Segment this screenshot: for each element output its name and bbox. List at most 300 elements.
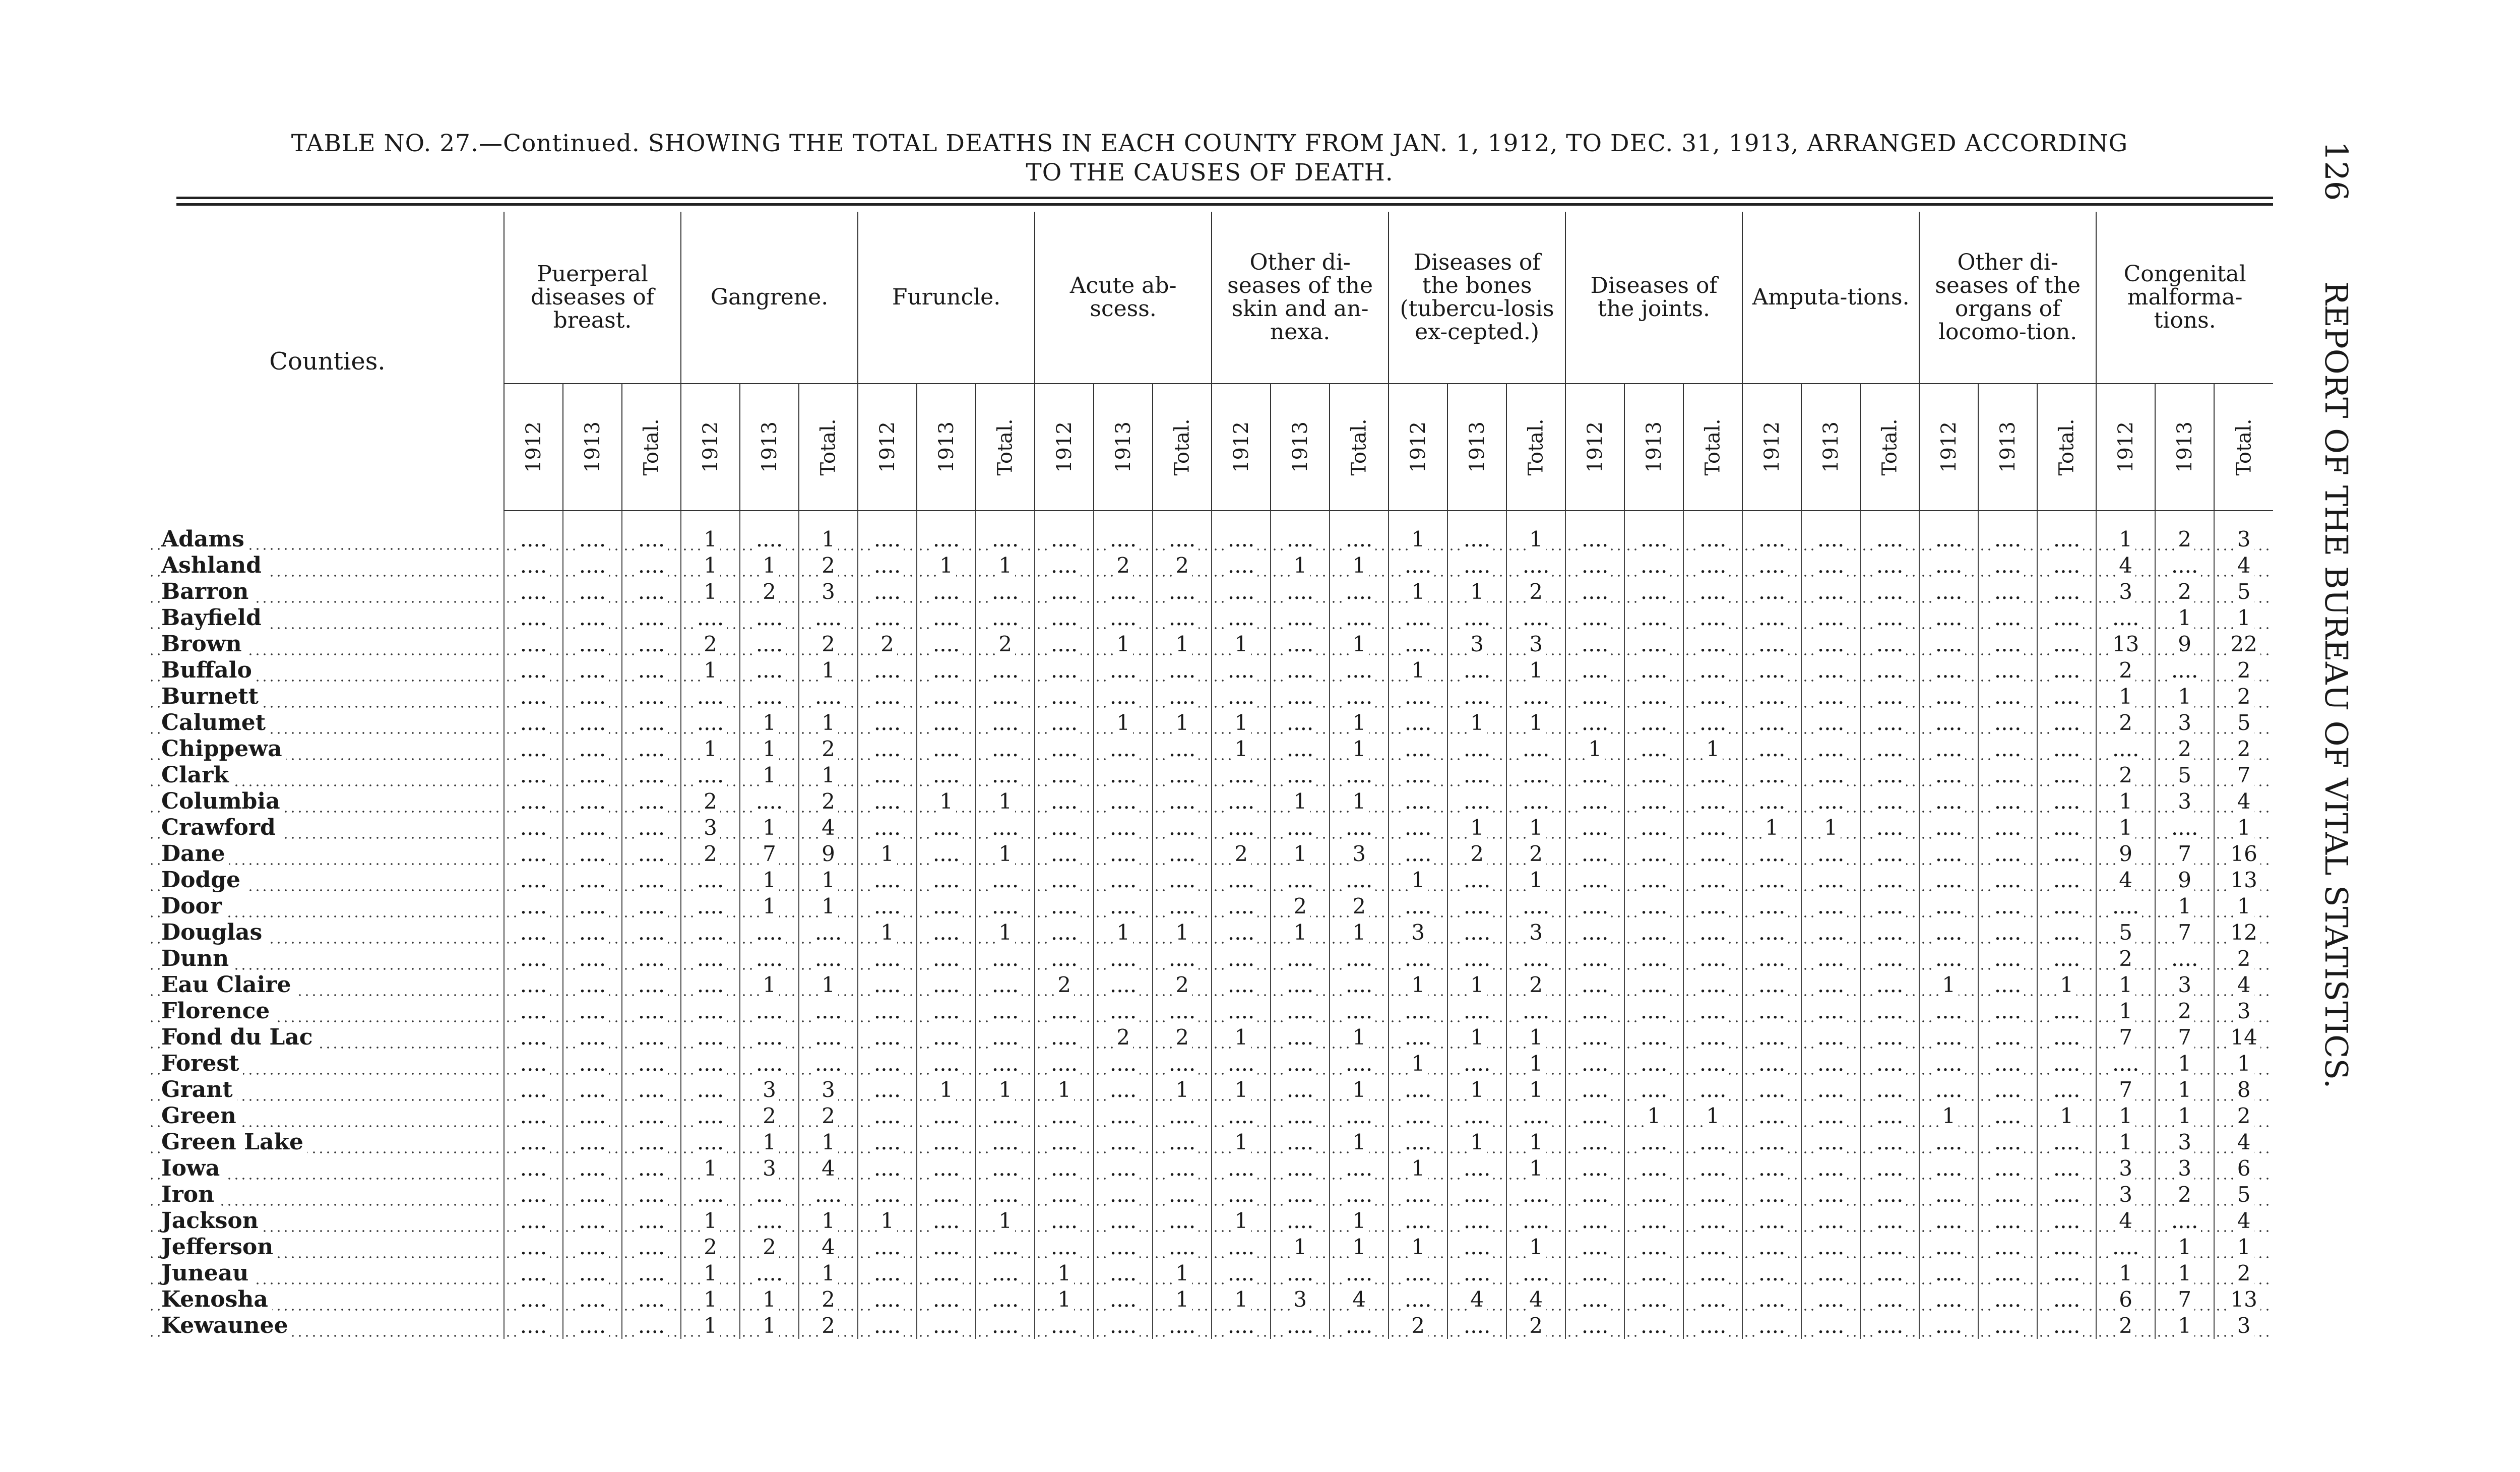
cell-value: .... xyxy=(1166,999,1199,1023)
cell-value: 1 xyxy=(2175,1313,2194,1338)
cell-value: .... xyxy=(1814,1261,1847,1285)
value-cell xyxy=(799,972,858,998)
cell-value: .... xyxy=(1402,946,1434,971)
cell-value: 4 xyxy=(818,1235,838,1259)
cell-value: .... xyxy=(517,1025,550,1050)
cell-value: .... xyxy=(1284,1261,1316,1285)
county-name: Barron xyxy=(161,579,253,604)
value-cell xyxy=(1447,1077,1506,1103)
value-cell xyxy=(1624,1024,1683,1051)
cell-value: .... xyxy=(1755,553,1788,578)
value-cell xyxy=(1742,1313,1801,1339)
value-cell xyxy=(917,1208,976,1234)
cell-value: .... xyxy=(635,553,668,578)
cell-value: .... xyxy=(1402,841,1434,866)
value-cell xyxy=(622,657,681,684)
value-cell xyxy=(2214,553,2273,579)
value-cell xyxy=(1978,605,2037,631)
cell-value: 7 xyxy=(2116,1077,2135,1102)
value-cell xyxy=(740,1182,799,1208)
cell-value: .... xyxy=(1107,1287,1140,1312)
value-cell xyxy=(1506,1208,1565,1234)
value-cell xyxy=(1153,605,1212,631)
value-cell xyxy=(2155,553,2214,579)
cell-value: .... xyxy=(1932,710,1965,735)
value-cell xyxy=(1330,1286,1389,1313)
value-cell xyxy=(1683,1260,1742,1286)
value-cell xyxy=(504,710,563,736)
cell-value: .... xyxy=(1166,1051,1199,1076)
cell-value: 1 xyxy=(760,894,779,918)
cell-value: .... xyxy=(1814,1156,1847,1181)
cell-value: .... xyxy=(1696,789,1729,814)
cell-value: .... xyxy=(930,605,963,630)
cell-value: 7 xyxy=(2175,1025,2194,1050)
cell-value: .... xyxy=(1932,841,1965,866)
cell-value: .... xyxy=(1166,1235,1199,1259)
cell-value: .... xyxy=(1873,1287,1906,1312)
value-cell xyxy=(858,1129,917,1155)
cell-value: 1 xyxy=(818,658,838,683)
cell-value: .... xyxy=(871,1313,904,1338)
cell-value: .... xyxy=(694,999,727,1023)
value-cell xyxy=(1919,946,1978,972)
cell-value: .... xyxy=(1814,684,1847,709)
value-cell xyxy=(563,919,622,946)
cell-value: .... xyxy=(2050,684,2083,709)
cell-value: .... xyxy=(1755,1313,1788,1338)
value-cell xyxy=(1271,762,1330,788)
cell-value: 4 xyxy=(2234,789,2254,814)
cell-value: .... xyxy=(1461,999,1493,1023)
value-cell xyxy=(563,893,622,919)
cell-value: .... xyxy=(930,1208,963,1233)
value-cell xyxy=(976,1260,1035,1286)
cell-value: .... xyxy=(694,894,727,918)
cell-value: 1 xyxy=(1349,1208,1369,1233)
value-cell xyxy=(1624,815,1683,841)
county-name: Kenosha xyxy=(161,1286,272,1312)
value-cell xyxy=(622,1313,681,1339)
value-cell xyxy=(1683,788,1742,815)
value-cell xyxy=(622,710,681,736)
cell-value: .... xyxy=(1637,553,1670,578)
cell-value: 1 xyxy=(2175,1261,2194,1285)
value-cell xyxy=(1801,841,1860,867)
cell-value: .... xyxy=(1225,894,1257,918)
value-cell xyxy=(1978,657,2037,684)
cell-value: .... xyxy=(1343,763,1375,787)
cell-value: .... xyxy=(1520,737,1552,761)
value-cell xyxy=(1271,1129,1330,1155)
value-cell xyxy=(1035,762,1094,788)
cell-value: .... xyxy=(1402,999,1434,1023)
year-label: 1912 xyxy=(699,421,722,473)
cell-value: .... xyxy=(576,1130,609,1154)
cell-value: .... xyxy=(1696,1287,1729,1312)
cell-value: 1 xyxy=(1349,1025,1369,1050)
value-cell xyxy=(2155,1182,2214,1208)
cell-value: .... xyxy=(1873,605,1906,630)
cell-value: .... xyxy=(635,1025,668,1050)
cell-value: .... xyxy=(1755,658,1788,683)
value-cell xyxy=(1624,867,1683,893)
value-cell xyxy=(858,579,917,605)
value-cell xyxy=(563,657,622,684)
value-cell xyxy=(1801,511,1860,553)
cell-value: .... xyxy=(1696,815,1729,840)
value-cell xyxy=(1035,867,1094,893)
value-cell xyxy=(1624,1051,1683,1077)
cell-value: .... xyxy=(1343,1261,1375,1285)
cell-value: .... xyxy=(1107,527,1140,551)
cell-value: 1 xyxy=(818,710,838,735)
cell-value: .... xyxy=(1402,1103,1434,1128)
value-cell xyxy=(917,815,976,841)
value-cell xyxy=(1506,1129,1565,1155)
cell-value: .... xyxy=(812,684,845,709)
value-cell xyxy=(2096,657,2155,684)
county-name: Douglas xyxy=(161,919,266,945)
cell-value: .... xyxy=(1932,920,1965,945)
value-cell xyxy=(1153,972,1212,998)
cell-value: .... xyxy=(1166,1208,1199,1233)
value-cell xyxy=(1919,919,1978,946)
cell-value: .... xyxy=(1991,710,2024,735)
cell-value: 4 xyxy=(818,815,838,840)
cell-value: 1 xyxy=(1703,737,1723,761)
cell-value: .... xyxy=(635,710,668,735)
value-cell xyxy=(1860,1155,1919,1182)
value-cell xyxy=(976,511,1035,553)
cell-value: .... xyxy=(1579,1077,1611,1102)
county-name: Green Lake xyxy=(161,1129,307,1155)
county-name: Juneau xyxy=(161,1260,253,1286)
value-cell xyxy=(1683,736,1742,762)
cell-value: 1 xyxy=(1467,1025,1487,1050)
cell-value: .... xyxy=(1225,684,1257,709)
value-cell xyxy=(1506,710,1565,736)
value-cell xyxy=(504,1286,563,1313)
cell-value: .... xyxy=(871,868,904,892)
value-cell xyxy=(858,919,917,946)
county-name: Ashland xyxy=(161,553,266,578)
table-row xyxy=(151,1103,2273,1129)
cell-value: 1 xyxy=(2116,999,2135,1023)
cell-value: .... xyxy=(635,658,668,683)
cell-value: 1 xyxy=(936,1077,956,1102)
cell-value: .... xyxy=(1932,946,1965,971)
cell-value: .... xyxy=(1696,1208,1729,1233)
value-cell xyxy=(1860,657,1919,684)
cell-value: .... xyxy=(871,1287,904,1312)
cell-value: .... xyxy=(989,658,1022,683)
cell-value: 1 xyxy=(1467,1077,1487,1102)
value-cell xyxy=(858,1313,917,1339)
value-cell xyxy=(1212,579,1271,605)
value-cell xyxy=(1683,972,1742,998)
cell-value: 2 xyxy=(2116,710,2135,735)
value-cell xyxy=(1094,841,1153,867)
cell-value: .... xyxy=(753,1051,786,1076)
table-row xyxy=(151,815,2273,841)
cell-value: .... xyxy=(1107,1156,1140,1181)
cell-value: 1 xyxy=(1349,1077,1369,1102)
value-cell xyxy=(1271,1260,1330,1286)
cell-value: .... xyxy=(1696,658,1729,683)
value-cell xyxy=(1565,1313,1624,1339)
value-cell xyxy=(1978,631,2037,657)
value-cell xyxy=(1271,684,1330,710)
cell-value: .... xyxy=(576,1235,609,1259)
cell-value: .... xyxy=(2109,894,2142,918)
cell-value: 2 xyxy=(1526,841,1546,866)
cell-value: .... xyxy=(1166,527,1199,551)
cell-value: 3 xyxy=(1467,632,1487,656)
cell-value: 2 xyxy=(2234,737,2254,761)
value-cell xyxy=(1212,1260,1271,1286)
cell-value: .... xyxy=(1814,894,1847,918)
value-cell xyxy=(917,553,976,579)
cell-value: 2 xyxy=(818,632,838,656)
cell-value: .... xyxy=(1048,658,1081,683)
value-cell xyxy=(504,1129,563,1155)
value-cell xyxy=(504,1024,563,1051)
value-cell xyxy=(1860,1260,1919,1286)
cell-value: .... xyxy=(517,1051,550,1076)
value-cell xyxy=(1860,946,1919,972)
value-cell xyxy=(504,1313,563,1339)
value-cell xyxy=(858,1260,917,1286)
cell-value: .... xyxy=(1637,1208,1670,1233)
cell-value: .... xyxy=(812,920,845,945)
value-cell xyxy=(1212,841,1271,867)
value-cell xyxy=(917,1024,976,1051)
cell-value: 1 xyxy=(2057,1103,2076,1128)
cell-value: 1 xyxy=(1467,972,1487,997)
value-cell xyxy=(1860,1077,1919,1103)
value-cell xyxy=(1801,867,1860,893)
cell-value: .... xyxy=(1991,972,2024,997)
cell-value: .... xyxy=(871,1077,904,1102)
value-cell xyxy=(1624,946,1683,972)
value-cell xyxy=(1447,1024,1506,1051)
cell-value: 1 xyxy=(1467,1130,1487,1154)
cell-value: .... xyxy=(1402,710,1434,735)
value-cell xyxy=(504,1182,563,1208)
value-cell xyxy=(1389,972,1447,998)
cell-value: .... xyxy=(989,894,1022,918)
value-cell xyxy=(2037,631,2096,657)
value-cell xyxy=(1683,1077,1742,1103)
value-cell xyxy=(1212,762,1271,788)
value-cell xyxy=(681,684,740,710)
value-cell xyxy=(976,605,1035,631)
cell-value: .... xyxy=(1579,841,1611,866)
cell-value: .... xyxy=(694,972,727,997)
value-cell xyxy=(2155,631,2214,657)
value-cell xyxy=(1919,762,1978,788)
cell-value: .... xyxy=(517,1313,550,1338)
cell-value: .... xyxy=(930,1235,963,1259)
value-cell xyxy=(2155,1051,2214,1077)
value-cell xyxy=(681,1024,740,1051)
cell-value: .... xyxy=(1637,1156,1670,1181)
cell-value: 1 xyxy=(1231,1130,1251,1154)
value-cell xyxy=(917,867,976,893)
cell-value: .... xyxy=(2109,1235,2142,1259)
cell-value: .... xyxy=(1814,710,1847,735)
cell-value: .... xyxy=(576,605,609,630)
value-cell xyxy=(1919,1286,1978,1313)
cell-value: .... xyxy=(1520,946,1552,971)
value-cell xyxy=(917,841,976,867)
value-cell xyxy=(1389,1024,1447,1051)
cell-value: 1 xyxy=(818,868,838,892)
value-cell xyxy=(1978,1286,2037,1313)
value-cell xyxy=(563,1182,622,1208)
value-cell xyxy=(976,736,1035,762)
value-cell xyxy=(1624,1155,1683,1182)
value-cell xyxy=(1624,657,1683,684)
cell-value: 5 xyxy=(2234,1182,2254,1207)
cell-value: .... xyxy=(930,1051,963,1076)
cell-value: .... xyxy=(871,737,904,761)
value-cell xyxy=(1506,511,1565,553)
value-cell xyxy=(1330,1024,1389,1051)
value-cell xyxy=(740,893,799,919)
double-rule xyxy=(176,197,2273,206)
value-cell xyxy=(1212,710,1271,736)
cell-value: .... xyxy=(635,1182,668,1207)
value-cell xyxy=(2037,710,2096,736)
county-name-cell xyxy=(151,684,504,710)
group-header: Other di-seases of the organs of locomo-tion. xyxy=(1919,212,2096,384)
cell-value: .... xyxy=(2050,1313,2083,1338)
cell-value: .... xyxy=(2050,527,2083,551)
cell-value: .... xyxy=(1755,946,1788,971)
value-cell xyxy=(1035,511,1094,553)
county-name-cell xyxy=(151,736,504,762)
cell-value: .... xyxy=(989,868,1022,892)
cell-value: .... xyxy=(1225,815,1257,840)
value-cell xyxy=(1330,1129,1389,1155)
year-label: 1912 xyxy=(1052,421,1076,473)
cell-value: .... xyxy=(989,1235,1022,1259)
cell-value: .... xyxy=(1814,553,1847,578)
value-cell xyxy=(1978,1208,2037,1234)
value-cell xyxy=(1035,631,1094,657)
cell-value: .... xyxy=(930,920,963,945)
value-cell xyxy=(1506,867,1565,893)
cell-value: .... xyxy=(1991,1287,2024,1312)
county-name-cell xyxy=(151,511,504,553)
value-cell xyxy=(563,736,622,762)
value-cell xyxy=(1389,919,1447,946)
cell-value: .... xyxy=(1696,684,1729,709)
cell-value: 1 xyxy=(760,553,779,578)
cell-value: .... xyxy=(871,553,904,578)
table-row xyxy=(151,605,2273,631)
county-name-cell xyxy=(151,893,504,919)
value-cell xyxy=(1212,893,1271,919)
cell-value: .... xyxy=(930,763,963,787)
value-cell xyxy=(1978,815,2037,841)
value-cell xyxy=(858,1024,917,1051)
value-cell xyxy=(740,1208,799,1234)
year-label: Total. xyxy=(1524,418,1548,476)
cell-value: 3 xyxy=(2175,789,2194,814)
cell-value: .... xyxy=(2050,1130,2083,1154)
value-cell xyxy=(1447,1182,1506,1208)
value-cell xyxy=(2155,946,2214,972)
cell-value: .... xyxy=(1814,579,1847,604)
value-cell xyxy=(2214,1024,2273,1051)
value-cell xyxy=(1683,684,1742,710)
value-cell xyxy=(1565,788,1624,815)
cell-value: .... xyxy=(871,1130,904,1154)
value-cell xyxy=(799,684,858,710)
cell-value: .... xyxy=(2050,1235,2083,1259)
value-cell xyxy=(1801,1313,1860,1339)
cell-value: .... xyxy=(1461,868,1493,892)
value-cell xyxy=(622,631,681,657)
value-cell xyxy=(563,972,622,998)
cell-value: .... xyxy=(1873,710,1906,735)
value-cell xyxy=(563,511,622,553)
cell-value: .... xyxy=(1991,1261,2024,1285)
value-cell xyxy=(1212,867,1271,893)
value-cell xyxy=(2096,710,2155,736)
value-cell xyxy=(1153,710,1212,736)
value-cell xyxy=(1447,736,1506,762)
value-cell xyxy=(1271,867,1330,893)
value-cell xyxy=(2155,1077,2214,1103)
value-cell xyxy=(1447,1313,1506,1339)
value-cell xyxy=(1919,579,1978,605)
county-name-cell xyxy=(151,657,504,684)
value-cell xyxy=(1978,788,2037,815)
cell-value: 4 xyxy=(818,1156,838,1181)
cell-value: .... xyxy=(1107,737,1140,761)
value-cell xyxy=(1565,1077,1624,1103)
cell-value: 1 xyxy=(1290,841,1310,866)
cell-value: .... xyxy=(1166,841,1199,866)
cell-value: .... xyxy=(2050,710,2083,735)
value-cell xyxy=(2096,919,2155,946)
value-cell xyxy=(1978,736,2037,762)
value-cell xyxy=(976,657,1035,684)
value-cell xyxy=(1683,946,1742,972)
value-cell xyxy=(858,762,917,788)
cell-value: .... xyxy=(1579,999,1611,1023)
cell-value: .... xyxy=(1755,632,1788,656)
cell-value: .... xyxy=(1991,737,2024,761)
cell-value: .... xyxy=(1107,1182,1140,1207)
value-cell xyxy=(2214,972,2273,998)
cell-value: 3 xyxy=(2234,527,2254,551)
value-cell xyxy=(1153,1051,1212,1077)
county-name-cell xyxy=(151,867,504,893)
value-cell xyxy=(1271,1208,1330,1234)
value-cell xyxy=(976,579,1035,605)
cell-value: 1 xyxy=(1644,1103,1664,1128)
value-cell xyxy=(1919,1182,1978,1208)
cell-value: .... xyxy=(1696,841,1729,866)
value-cell xyxy=(1978,998,2037,1024)
value-cell xyxy=(1860,1286,1919,1313)
value-cell xyxy=(1506,998,1565,1024)
